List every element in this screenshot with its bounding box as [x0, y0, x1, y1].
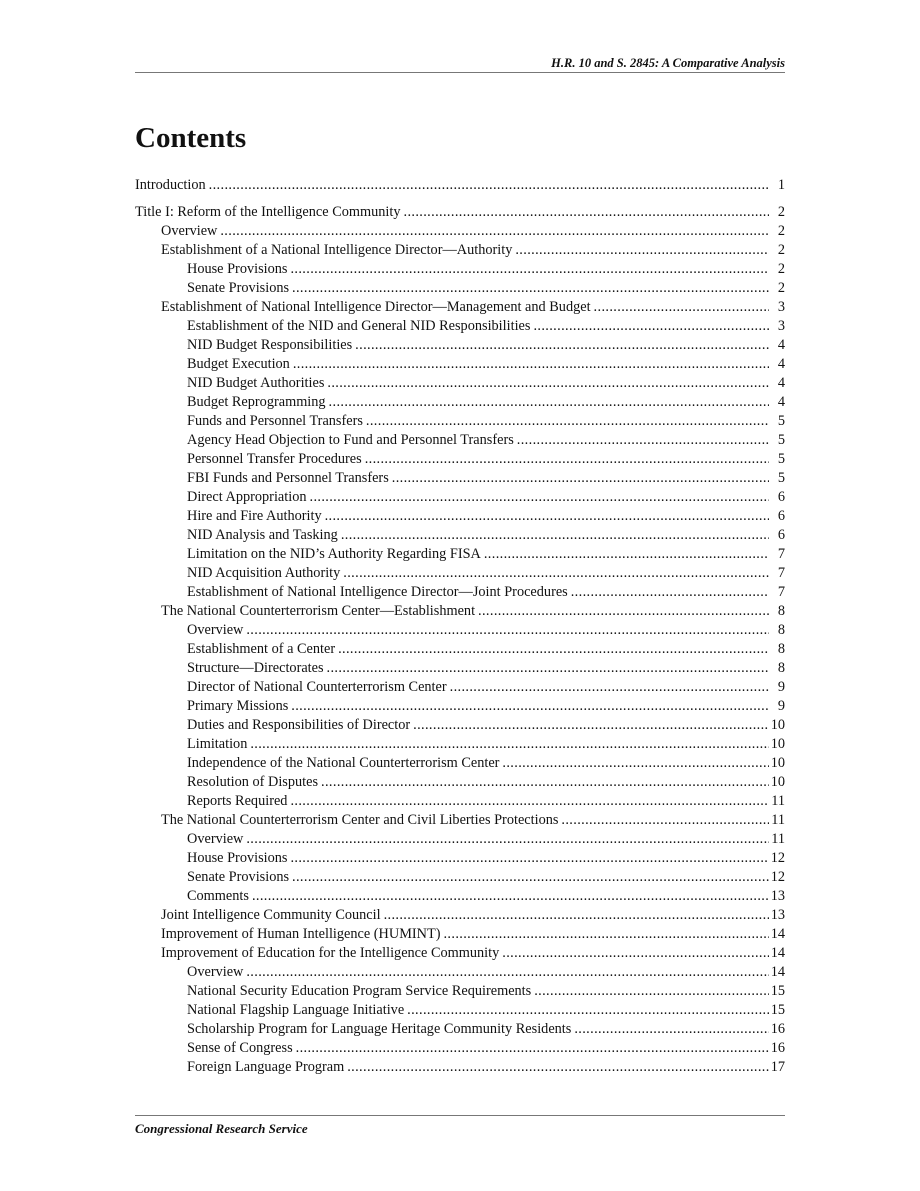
toc-entry-page: 13	[770, 888, 785, 904]
toc-leader-dots	[135, 659, 769, 678]
toc-entry-title: Independence of the National Counterterrorism Center	[187, 755, 500, 771]
toc-leader-dots	[135, 279, 769, 298]
table-of-contents	[135, 176, 785, 1077]
toc-entry-title: NID Budget Authorities	[187, 375, 325, 391]
toc-entry-title: NID Acquisition Authority	[187, 565, 341, 581]
toc-entry-title: Introduction	[135, 177, 206, 193]
toc-entry[interactable]	[135, 754, 785, 773]
toc-leader-dots	[135, 1001, 769, 1020]
toc-entry-page: 10	[770, 736, 785, 752]
toc-entry-page: 12	[770, 869, 785, 885]
toc-entry-page: 6	[777, 527, 785, 543]
toc-entry-page: 13	[770, 907, 785, 923]
toc-entry-page: 11	[771, 793, 785, 809]
toc-entry[interactable]	[135, 1001, 785, 1020]
toc-entry[interactable]	[135, 640, 785, 659]
toc-leader-dots	[135, 621, 769, 640]
toc-entry[interactable]	[135, 925, 785, 944]
toc-entry[interactable]	[135, 469, 785, 488]
toc-entry-page: 3	[777, 299, 785, 315]
toc-entry[interactable]	[135, 697, 785, 716]
toc-entry-title: Scholarship Program for Language Heritage Community Residents	[187, 1021, 572, 1037]
toc-entry-title: Overview	[187, 622, 244, 638]
toc-entry-page: 14	[770, 926, 785, 942]
toc-entry-page: 5	[777, 470, 785, 486]
toc-entry-page: 16	[770, 1040, 785, 1056]
toc-entry[interactable]	[135, 336, 785, 355]
toc-entry-title: Establishment of National Intelligence Director—Management and Budget	[161, 299, 591, 315]
toc-entry-page: 14	[770, 964, 785, 980]
toc-entry[interactable]	[135, 621, 785, 640]
toc-leader-dots	[135, 545, 769, 564]
toc-leader-dots	[135, 355, 769, 374]
toc-entry-title: Sense of Congress	[187, 1040, 293, 1056]
toc-entry[interactable]	[135, 1020, 785, 1039]
toc-entry[interactable]	[135, 279, 785, 298]
toc-entry-page: 6	[777, 489, 785, 505]
toc-entry-page: 9	[777, 679, 785, 695]
toc-entry-title: Improvement of Human Intelligence (HUMINT)	[161, 926, 441, 942]
toc-leader-dots	[135, 887, 769, 906]
toc-entry[interactable]	[135, 412, 785, 431]
toc-entry[interactable]	[135, 887, 785, 906]
toc-entry-title: Primary Missions	[187, 698, 289, 714]
toc-leader-dots	[135, 336, 769, 355]
toc-entry-title: House Provisions	[187, 261, 288, 277]
toc-entry-page: 8	[777, 641, 785, 657]
toc-entry-page: 5	[777, 432, 785, 448]
toc-entry-page: 2	[777, 261, 785, 277]
toc-entry[interactable]	[135, 735, 785, 754]
toc-entry-title: The National Counterterrorism Center and Civil Liberties Protections	[161, 812, 559, 828]
toc-entry-title: Agency Head Objection to Fund and Personnel Transfers	[187, 432, 514, 448]
toc-entry-title: Establishment of the NID and General NID Responsibilities	[187, 318, 531, 334]
toc-leader-dots	[135, 868, 769, 887]
toc-entry-page: 15	[770, 983, 785, 999]
toc-entry[interactable]	[135, 526, 785, 545]
footer-rule	[135, 1115, 785, 1116]
toc-entry-page: 11	[771, 812, 785, 828]
toc-entry-title: Budget Execution	[187, 356, 290, 372]
toc-entry-title: Hire and Fire Authority	[187, 508, 322, 524]
toc-entry[interactable]	[135, 241, 785, 260]
toc-entry-title: The National Counterterrorism Center—Establishment	[161, 603, 476, 619]
toc-leader-dots	[135, 849, 769, 868]
toc-entry[interactable]	[135, 944, 785, 963]
toc-entry[interactable]	[135, 507, 785, 526]
toc-leader-dots	[135, 773, 769, 792]
toc-leader-dots	[135, 925, 769, 944]
toc-entry[interactable]	[135, 222, 785, 241]
toc-entry-title: Reports Required	[187, 793, 288, 809]
toc-entry-title: National Security Education Program Service Requirements	[187, 983, 532, 999]
toc-entry-page: 7	[777, 546, 785, 562]
toc-entry-title: House Provisions	[187, 850, 288, 866]
toc-entry-page: 9	[777, 698, 785, 714]
toc-entry-title: FBI Funds and Personnel Transfers	[187, 470, 389, 486]
toc-entry[interactable]	[135, 602, 785, 621]
toc-entry-title: Funds and Personnel Transfers	[187, 413, 363, 429]
toc-entry-page: 6	[777, 508, 785, 524]
toc-leader-dots	[135, 317, 769, 336]
toc-entry[interactable]	[135, 963, 785, 982]
toc-entry-page: 2	[777, 223, 785, 239]
toc-entry-page: 7	[777, 584, 785, 600]
page-title: Contents	[135, 122, 247, 154]
toc-entry[interactable]	[135, 176, 785, 195]
toc-entry-page: 8	[777, 622, 785, 638]
toc-entry-title: Senate Provisions	[187, 869, 290, 885]
toc-leader-dots	[135, 792, 769, 811]
page-footer: Congressional Research Service	[135, 1121, 308, 1136]
toc-entry-page: 10	[770, 717, 785, 733]
header-rule	[135, 72, 785, 73]
toc-leader-dots	[135, 431, 769, 450]
toc-entry[interactable]	[135, 678, 785, 697]
toc-entry-title: Director of National Counterterrorism Center	[187, 679, 447, 695]
toc-entry-title: Limitation on the NID’s Authority Regarding FISA	[187, 546, 481, 562]
toc-leader-dots	[135, 203, 769, 222]
toc-entry-title: Establishment of National Intelligence Director—Joint Procedures	[187, 584, 568, 600]
toc-leader-dots	[135, 1020, 769, 1039]
toc-entry-page: 4	[777, 375, 785, 391]
toc-entry[interactable]	[135, 906, 785, 925]
toc-entry-page: 16	[770, 1021, 785, 1037]
toc-entry[interactable]	[135, 830, 785, 849]
toc-entry-title: Senate Provisions	[187, 280, 290, 296]
toc-leader-dots	[135, 469, 769, 488]
toc-leader-dots	[135, 830, 769, 849]
toc-leader-dots	[135, 944, 769, 963]
toc-entry[interactable]	[135, 298, 785, 317]
toc-leader-dots	[135, 176, 769, 195]
toc-entry-page: 1	[777, 177, 785, 193]
toc-entry-title: Limitation	[187, 736, 248, 752]
toc-entry-title: Direct Appropriation	[187, 489, 307, 505]
toc-entry-title: Establishment of a Center	[187, 641, 336, 657]
toc-entry-title: Comments	[187, 888, 249, 904]
toc-entry[interactable]	[135, 393, 785, 412]
toc-entry-page: 14	[770, 945, 785, 961]
running-header: H.R. 10 and S. 2845: A Comparative Analysis	[551, 56, 785, 70]
toc-entry-page: 5	[777, 451, 785, 467]
toc-entry-page: 15	[770, 1002, 785, 1018]
toc-entry[interactable]	[135, 488, 785, 507]
toc-leader-dots	[135, 1058, 769, 1077]
toc-leader-dots	[135, 982, 769, 1001]
toc-leader-dots	[135, 222, 769, 241]
toc-entry-title: Establishment of a National Intelligence Director—Authority	[161, 242, 513, 258]
toc-entry[interactable]	[135, 203, 785, 222]
toc-entry[interactable]	[135, 982, 785, 1001]
toc-leader-dots	[135, 697, 769, 716]
toc-entry[interactable]	[135, 431, 785, 450]
toc-entry-page: 4	[777, 394, 785, 410]
toc-entry-title: Overview	[187, 964, 244, 980]
toc-entry[interactable]	[135, 716, 785, 735]
toc-entry[interactable]	[135, 849, 785, 868]
toc-entry-title: Foreign Language Program	[187, 1059, 345, 1075]
toc-entry-page: 8	[777, 603, 785, 619]
toc-entry-title: Structure—Directorates	[187, 660, 324, 676]
toc-entry[interactable]	[135, 374, 785, 393]
toc-entry-title: Overview	[161, 223, 218, 239]
toc-entry[interactable]	[135, 811, 785, 830]
toc-leader-dots	[135, 678, 769, 697]
toc-entry[interactable]	[135, 583, 785, 602]
toc-entry-title: Joint Intelligence Community Council	[161, 907, 381, 923]
toc-leader-dots	[135, 906, 769, 925]
toc-leader-dots	[135, 412, 769, 431]
toc-entry-title: NID Analysis and Tasking	[187, 527, 338, 543]
toc-entry-page: 10	[770, 755, 785, 771]
toc-entry-page: 3	[777, 318, 785, 334]
toc-leader-dots	[135, 564, 769, 583]
toc-entry[interactable]	[135, 355, 785, 374]
toc-entry-page: 4	[777, 337, 785, 353]
toc-entry-title: Resolution of Disputes	[187, 774, 319, 790]
toc-leader-dots	[135, 260, 769, 279]
toc-leader-dots	[135, 526, 769, 545]
toc-entry[interactable]	[135, 792, 785, 811]
toc-entry-page: 17	[770, 1059, 785, 1075]
toc-entry-title: Personnel Transfer Procedures	[187, 451, 362, 467]
toc-entry-title: Duties and Responsibilities of Director	[187, 717, 411, 733]
toc-entry[interactable]	[135, 1058, 785, 1077]
toc-leader-dots	[135, 488, 769, 507]
toc-entry-page: 4	[777, 356, 785, 372]
toc-leader-dots	[135, 298, 769, 317]
toc-entry-page: 8	[777, 660, 785, 676]
toc-entry-title: Title I: Reform of the Intelligence Community	[135, 204, 401, 220]
toc-leader-dots	[135, 241, 769, 260]
toc-entry[interactable]	[135, 1039, 785, 1058]
toc-leader-dots	[135, 811, 769, 830]
toc-entry-title: Overview	[187, 831, 244, 847]
toc-entry[interactable]	[135, 773, 785, 792]
toc-entry-title: Budget Reprogramming	[187, 394, 326, 410]
toc-leader-dots	[135, 1039, 769, 1058]
toc-entry[interactable]	[135, 545, 785, 564]
toc-leader-dots	[135, 754, 769, 773]
toc-leader-dots	[135, 374, 769, 393]
toc-entry-title: National Flagship Language Initiative	[187, 1002, 405, 1018]
toc-entry[interactable]	[135, 450, 785, 469]
toc-leader-dots	[135, 963, 769, 982]
toc-leader-dots	[135, 602, 769, 621]
toc-leader-dots	[135, 507, 769, 526]
toc-leader-dots	[135, 735, 769, 754]
toc-entry[interactable]	[135, 868, 785, 887]
toc-entry-title: Improvement of Education for the Intelligence Community	[161, 945, 500, 961]
toc-leader-dots	[135, 450, 769, 469]
toc-entry-page: 7	[777, 565, 785, 581]
toc-leader-dots	[135, 640, 769, 659]
toc-entry-page: 2	[777, 242, 785, 258]
toc-entry[interactable]	[135, 564, 785, 583]
toc-entry-page: 5	[777, 413, 785, 429]
toc-leader-dots	[135, 716, 769, 735]
toc-entry[interactable]	[135, 260, 785, 279]
toc-entry[interactable]	[135, 659, 785, 678]
toc-entry-page: 10	[770, 774, 785, 790]
toc-entry-page: 2	[777, 280, 785, 296]
toc-leader-dots	[135, 393, 769, 412]
toc-entry[interactable]	[135, 317, 785, 336]
toc-entry-page: 2	[777, 204, 785, 220]
toc-entry-page: 11	[771, 831, 785, 847]
toc-entry-title: NID Budget Responsibilities	[187, 337, 353, 353]
toc-entry-page: 12	[770, 850, 785, 866]
toc-leader-dots	[135, 583, 769, 602]
